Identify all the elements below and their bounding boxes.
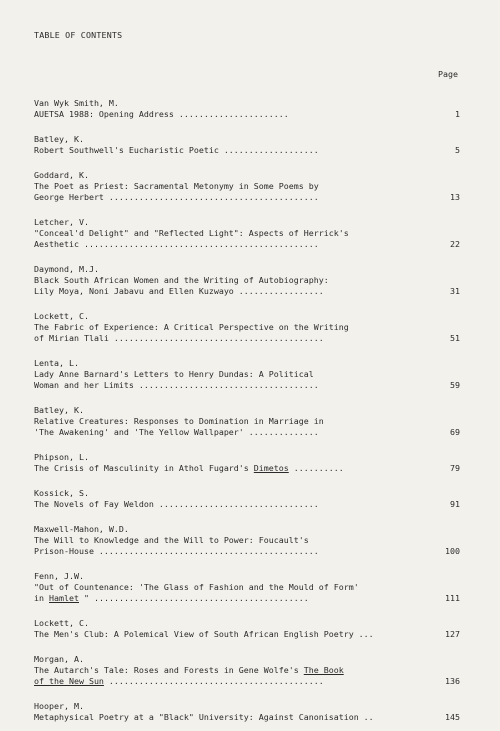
entry-title	[34, 463, 460, 474]
entry-author: Fenn, J.W.	[34, 571, 84, 581]
toc-entry	[34, 170, 460, 203]
entry-author: Lockett, C.	[34, 618, 89, 628]
toc-entry	[34, 452, 460, 474]
toc-entry	[34, 134, 460, 156]
entry-title-work: Hamlet	[49, 593, 79, 603]
entry-author: Lockett, C.	[34, 311, 89, 321]
entry-title: AUETSA 1988: Opening Address ......................	[34, 109, 289, 119]
toc-entry	[34, 264, 460, 297]
toc-entry	[34, 488, 460, 510]
toc-entry	[34, 524, 460, 557]
entry-title	[34, 665, 460, 676]
entry-author: Maxwell-Mahon, W.D.	[34, 524, 129, 534]
entry-author: Batley, K.	[34, 134, 84, 144]
entry-author: Hooper, M.	[34, 701, 84, 711]
entry-page: 5	[455, 145, 460, 155]
entry-page: 22	[450, 239, 460, 249]
toc-entry	[34, 217, 460, 250]
entry-title: The Novels of Fay Weldon ................................	[34, 499, 319, 509]
entry-title-cont: George Herbert ..........................................	[34, 192, 319, 202]
entry-page: 59	[450, 380, 460, 390]
page-column-label: Page	[438, 69, 458, 79]
entry-title-cont	[34, 676, 460, 687]
entry-title: The Men's Club: A Polemical View of South African English Poetry ...	[34, 629, 374, 639]
entry-title-leader: ..........	[288, 463, 344, 473]
entry-title: Black South African Women and the Writing of Autobiography:	[34, 275, 329, 285]
entry-title-leader: ...........................................	[103, 676, 324, 686]
toc-entry	[34, 571, 460, 604]
entry-title: "Conceal'd Delight" and "Reflected Light": Aspects of Herrick's	[34, 228, 349, 238]
entry-title: The Fabric of Experience: A Critical Perspective on the Writing	[34, 322, 349, 332]
entry-page: 100	[445, 546, 460, 556]
entry-page: 111	[445, 593, 460, 603]
toc-entry	[34, 311, 460, 344]
entry-title: Lady Anne Barnard's Letters to Henry Dundas: A Political	[34, 369, 314, 379]
entry-title-cont	[34, 593, 460, 604]
entry-title: Robert Southwell's Eucharistic Poetic ...................	[34, 145, 319, 155]
entry-title-work: Dimetos	[253, 463, 289, 473]
entry-title: Metaphysical Poetry at a "Black" University: Against Canonisation ..	[34, 712, 374, 722]
entry-page: 69	[450, 427, 460, 437]
entry-title: "Out of Countenance: 'The Glass of Fashion and the Mould of Form'	[34, 582, 359, 592]
entry-title-leader: " ...........................................	[78, 593, 309, 603]
entry-title-cont: Aesthetic ...............................................	[34, 239, 319, 249]
entry-author: Goddard, K.	[34, 170, 89, 180]
toc-entry	[34, 701, 460, 723]
entry-title: The Poet as Priest: Sacramental Metonymy in Some Poems by	[34, 181, 319, 191]
entry-page: 145	[445, 712, 460, 722]
entry-page: 136	[445, 676, 460, 686]
entry-title: Relative Creatures: Responses to Domination in Marriage in	[34, 416, 324, 426]
entry-author: Phipson, L.	[34, 452, 89, 462]
entry-title: The Will to Knowledge and the Will to Power: Foucault's	[34, 535, 309, 545]
toc-entry	[34, 618, 460, 640]
toc-entry	[34, 405, 460, 438]
toc-heading: TABLE OF CONTENTS	[34, 30, 123, 40]
entry-page: 1	[455, 109, 460, 119]
toc-entry	[34, 98, 460, 120]
entry-author: Kossick, S.	[34, 488, 89, 498]
entry-title-work: The Book	[303, 665, 344, 675]
entry-title-cont: of Mirian Tlali ..........................................	[34, 333, 324, 343]
entry-title-text: The Crisis of Masculinity in Athol Fugard's	[34, 463, 254, 473]
toc-entry	[34, 358, 460, 391]
toc-entries	[34, 98, 460, 723]
entry-author: Daymond, M.J.	[34, 264, 99, 274]
entry-page: 79	[450, 463, 460, 473]
entry-page: 13	[450, 192, 460, 202]
entry-page: 91	[450, 499, 460, 509]
entry-author: Batley, K.	[34, 405, 84, 415]
entry-author: Morgan, A.	[34, 654, 84, 664]
entry-title-text: in	[34, 593, 49, 603]
entry-author: Letcher, V.	[34, 217, 89, 227]
entry-title-cont: Woman and her Limits ....................................	[34, 380, 319, 390]
entry-page: 127	[445, 629, 460, 639]
toc-entry	[34, 654, 460, 687]
entry-page: 51	[450, 333, 460, 343]
entry-title-cont: Prison-House ............................................	[34, 546, 319, 556]
entry-title-cont: Lily Moya, Noni Jabavu and Ellen Kuzwayo .................	[34, 286, 324, 296]
entry-title-work: of the New Sun	[34, 676, 104, 686]
entry-author: Van Wyk Smith, M.	[34, 98, 119, 108]
entry-author: Lenta, L.	[34, 358, 79, 368]
entry-page: 31	[450, 286, 460, 296]
entry-title-cont: 'The Awakening' and 'The Yellow Wallpaper' ..............	[34, 427, 319, 437]
entry-title-text: The Autarch's Tale: Roses and Forests in Gene Wolfe's	[34, 665, 304, 675]
